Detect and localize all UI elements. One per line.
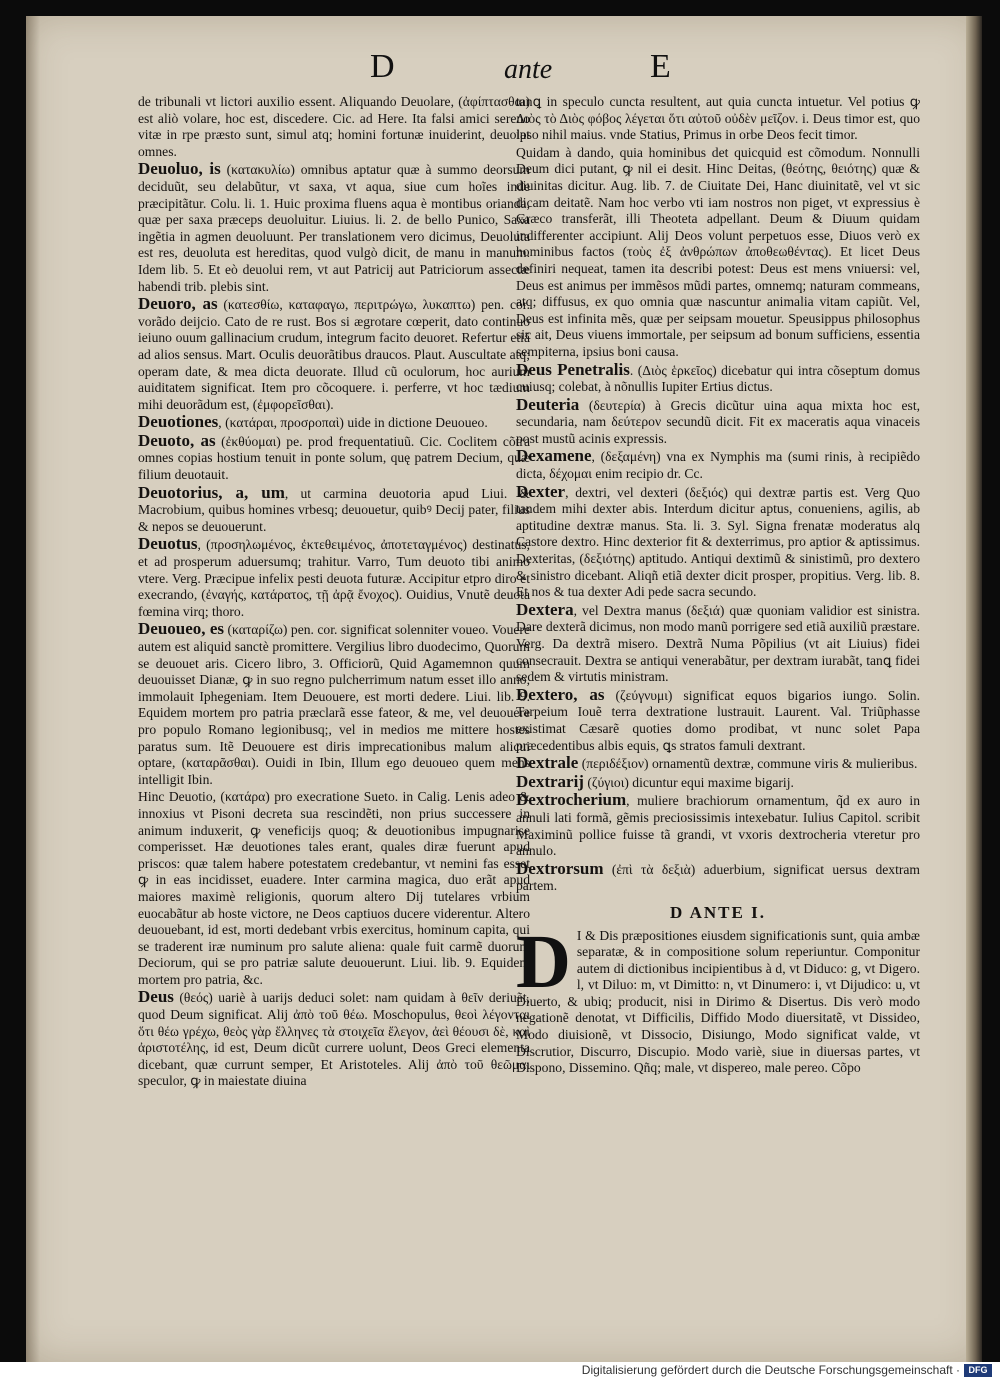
entry-text: , (κατάραι, προσροπαὶ) uide in dictione Deuoueo.: [218, 415, 488, 431]
section-heading: D ANTE I.: [670, 902, 766, 922]
entry-text: Hinc Deuotio, (κατάρα) pro execratione Sueto. in Calig. Lenis adeo & innoxius vt Pisoni decreta sua rescindẽti, non prius successere in animum induxerit, ꝙ veneficijs quoq; & deuotionibus impugnarise comperisset. Hæ deuotiones tales erant, quales diræ fuerunt apud priscos: quæ talem habere potestatem credebantur, vt nemini fas esset ꝙ in eas incidisset, euadere. Inter carmina magica, duo erãt apud maiores maximè religionis, quorum altero Dij tutelares vrbium euocabãtur ab hoste victore, ne Deos captiuos ducere viderentur. Altero deuouebant, id est, morti dedebant vrbis exercitus, hominum capita, qui se traderent iræ numinum pro salute aliena: quale fuit carmẽ duorum Deciorum, qui se pro patriæ salute deuouerunt. Liui. lib. 9. Equidem mortem pro patria, &c.: [138, 789, 530, 987]
entry-text: , (δεξαμένη) vna ex Nymphis ma (sumi rinis, à recipiẽdo dicta, δέχομαι enim recipio dr. Cc.: [516, 449, 920, 482]
header-right-letter: E: [650, 48, 671, 85]
dictionary-entry: [516, 792, 920, 859]
entry-headword: Deuoluo, is: [138, 159, 221, 179]
dictionary-entry: [516, 448, 920, 482]
entry-headword: Deuotiones: [138, 412, 219, 432]
dictionary-entry: [516, 145, 920, 361]
dictionary-entry: [138, 482, 530, 536]
dictionary-entry: [516, 481, 920, 601]
entry-headword: Deus Penetralis: [516, 359, 630, 379]
dictionary-entry: [516, 684, 920, 754]
entry-headword: Dextero, as: [516, 684, 605, 704]
entry-text: , ut carmina deuotoria apud Liui. & Macrobium, quibus homines vrbesq; deuouetur, quibꝰ Decij pater, filius & nepos se deuouerunt.: [138, 485, 530, 534]
dictionary-entry: [138, 94, 530, 160]
entry-text: , dextri, vel dexteri (δεξιός) qui dextræ partis est. Verg Quo tandem mihi dexter abis. Interdum dicitur aptus, conueniens, agilis, ab aptitudine dextræ manus. Sta. li. 3. Syl. Signa frenatæ moderatus alq Castore dextro. Hinc dexterior fit & dexterrimus, pro aptior & aptissimus. Dexteritas, (δεξιότης) aptitudo. Antiqui dextimũ & sinistimũ, pro dextero & sinistro dicebant. Aliqñ etiã dexter dicit prosper, propitius. Verg. lib. 8. Et nos & tua dexter Adi pede sacra secundo.: [516, 484, 920, 600]
dictionary-entry: [516, 599, 920, 686]
entry-text: (ἐκθύομαι) pe. prod frequentatiuũ. Cic. Coclitem cõtra omnes copias hostium tenuit in ponte solum, quę patrem Decium, quæ filium deuotauit.: [138, 433, 530, 483]
digitization-footer: [0, 1362, 1000, 1380]
drop-cap-initial: D: [516, 919, 571, 1004]
dictionary-entry: [516, 94, 920, 144]
dictionary-entry: [138, 161, 530, 295]
entry-text: . (Διὸς ἑρκεῖος) dicebatur qui intra cõseptum domus cuiusq; colebat, à nõnullis Iupiter Ertius dictus.: [516, 362, 920, 395]
entry-text: (καταρίζω) pen. cor. significat solenniter voueo. Vouere autem est aliquid sanctè promittere. Vergilius libro duodecimo, Quorum se deuouet aris. Cicero libro, 3. Officiorũ, Quid Agamemnon quum deuouisset Dianæ, ꝙ in suo regno pulcherrimum natum esset illo anno, immolauit Iphegeniam. Item Deuouere, est morti dedere. Liui. lib. 9. Equidem mortem pro patria præclarã esse fateor, & me, vel deuouere pro populo Romano legionibusq;, vel in medios me mittere hostes paratus sum. Itẽ Deuouere est diris imprecationibus malum alicui optare, (καταρᾶσθαι). Ouidi in Ibin, Illum ego deuoueo quem mens intelligit Ibin.: [138, 622, 530, 787]
right-column-entries: [516, 94, 920, 895]
entry-headword: Deuoueo, es: [138, 619, 224, 639]
dictionary-entry: [516, 755, 920, 773]
entry-headword: Dextrocherium: [516, 790, 627, 810]
dictionary-entry: [138, 414, 530, 432]
entry-text: (δευτερία) à Grecis dicũtur uina aqua mixta hoc est, secundaria, nam δεύτερον secundũ dicit. Fit ex maceratis aqua vinaceis post mustũ acinis expressis.: [516, 397, 920, 446]
entry-headword: Deuotus: [138, 534, 198, 554]
left-column: [138, 94, 530, 1091]
entry-headword: Dextrale: [516, 753, 579, 773]
dictionary-entry: [516, 771, 920, 792]
dictionary-entry: [138, 536, 530, 620]
entry-headword: Dextrorsum: [516, 858, 604, 878]
page-gutter-edge: [966, 16, 982, 1362]
entry-headword: Dextrarij: [516, 771, 584, 791]
entry-headword: Dextera: [516, 599, 574, 619]
entry-text: (ζεύγνυμι) significat equos bigarios iungo. Solin. Tarpeium Iouẽ terra dextratione lustrauit. Laurent. Val. Triũphasse existimat Cæsarẽ quoties domo prodibat, vt nunc solet Papa præcedentibus albis equis, ꝗs stratos famuli dextrant.: [516, 687, 920, 753]
entry-headword: Dexamene: [516, 446, 592, 466]
entry-text: , vel Dextra manus (δεξιά) quæ quoniam validior est sinistra. Dare dexterã dicimus, non modo manũ porrigere sed etiã auxiliũ præstare. Verg. Da dextrã misero. Dextrã Numa Põpilius (vt ait Liuius) fidei consecrauit. Dextra se antiqui venerabãtur, per dextram iurabãt, tanꝗ fidei sedem & virtutis ministram.: [516, 602, 920, 685]
header-middle-word: ante: [504, 54, 553, 85]
dfg-logo: DFG: [964, 1364, 992, 1377]
entry-text: (κατεσθίω, καταφαγω, περιτρώγω, λυκαπτω) pen. cor. vorãdo deijcio. Cato de re rust. Bos si ægrotare cœperit, dato continuo ieiuno ouum gallinacium crudum, integrum facito deuoret. Refertur etiã ad alios sensus. Mart. Oculis deuorãtibus draucos. Plaut. Auscultate atq; operam date, & mea dicta deuorate. Illud cũ oculorum, hoc aurium auiditatem significat. Item pro cõcoquere. i. perferre, vt hoc tædium mihi deuorãdum est, (ἐμφορεῖσθαι).: [138, 297, 530, 412]
dictionary-entry: [516, 359, 920, 396]
entry-headword: Dexter: [516, 481, 566, 501]
entry-headword: Deuoro, as: [138, 294, 218, 314]
entry-headword: Deus: [138, 987, 174, 1007]
entry-headword: Deuteria: [516, 394, 580, 414]
entry-headword: Deuoto, as: [138, 430, 216, 450]
header-left-letter: D: [370, 48, 395, 85]
dictionary-entry: [138, 296, 530, 413]
right-column: [516, 94, 920, 1078]
entry-text: , muliere brachiorum ornamentum, q̃d ex auro in annuli lati formã, gẽmis preciosissimis intexebatur. Iulius Capitol. scribit Maximinũ pollice fuisse tã grandi, vt vxoris dextrocheria vteretur pro annulo.: [516, 793, 920, 859]
dictionary-entry: [138, 989, 530, 1090]
dictionary-entry: [138, 430, 530, 484]
entry-text: (ζύγιοι) dicuntur equi maxime bigarij.: [583, 774, 794, 790]
section-text: I & Dis præpositiones eiusdem significationis sunt, quia ambæ separatæ, & in compositione solum reperiuntur. Componitur autem di dictionibus incipientibus à d, vt Diduco: g, vt Digero. l, vt Diluo: m, vt Dimitto: n, vt Dinumero: i, vt Dijudico: u, vt Diuerto, & ubiq; producit, nisi in Dirimo & Disertus. Dis verò modo negationẽ denotat, vt Difficilis, Diffido Modo diuersitatẽ, vt Dissideo, Modo diuisionẽ, vt Dissocio, Disiungo, Modo significat valde, vt Discrutior, Discurro, Discupio. Modo variè, siue in diuersas partes, vt Dispono, Dissemino. Qñq; male, vt dispereo, male pereo. Cõpo: [516, 927, 920, 1076]
dictionary-entry: [516, 394, 920, 448]
footer-credit: Digitalisierung gefördert durch die Deutsche Forschungsgemeinschaft ·: [581, 1363, 960, 1377]
section-paragraph: [516, 919, 920, 1077]
entry-text: (περιδέξιον) ornamentũ dextræ, commune viris & mulieribus.: [578, 756, 918, 772]
dictionary-entry: [138, 789, 530, 988]
entry-text: tanꝗ in speculo cuncta resultent, aut quia cuncta intuetur. Vel potius ꝙ Διὸς τὸ Διὸς φόβος λέγεται ὅτι αὐτοῦ οὐδὲν μεῖζον. i. Deus timor est, quo ipso nihil maius. vnde Statius, Primus in orbe Deos fecit timor.: [516, 94, 920, 143]
entry-text: (ἐπὶ τὰ δεξιὰ) aduerbium, significat uersus dextram partem.: [516, 861, 920, 894]
entry-text: Quidam à dando, quia hominibus det quicquid est cõmodum. Nonnulli Deum dici putant, ꝙ nil ei desit. Hinc Deitas, (θεότης, θειότης) quæ & diuinitas dicitur. Aug. lib. 7. de Ciuitate Dei, Hanc diuinitatẽ, vel vt sic dicam deitatẽ. Nam hoc verbo vti iam nostros non piget, vt expressius è Græco transferãt, illi Theoteta adpellant. Deum & Diuum quidam indifferenter accipiunt. Alij Deos volunt perpetuos esse, Diuos verò ex hominibus factos (τοὺς ἐξ ἀνθρώπων ἀποθεωθέντας). Et licet Deus definiri nequeat, tamen ita describi potest: Deus est mens vniuersi: vel, Deus est animus per immẽsos mũdi partes, omnemq; naturam commeans, atq; diffusus, ex quo omnia quæ nascuntur animalia vitam capiũt. Vel, Deus est infinita mẽs, quæ per seipsam mouetur. Speusippus philosophus sic ait, Deus viuens immortale, per seipsum ad bonum sufficiens, essentia sempiterna, ipsius boni causa.: [516, 144, 920, 359]
entry-text: , (προσηλωμένος, ἐκτεθειμένος, ἀποτεταγμένος) destinatus, et ad prosperum aduersumq; trahitur. Varro, Tum deuoto tibi animo vtere. Verg. Præcipue infelix pesti deuota futuræ. Accipitur etpro diro et execrando, (ἐναγής, κατάρατος, τῇ ἀρᾷ ἔνοχος). Ouidius, Vnutẽ deuota fœmina virq; thoro.: [138, 537, 530, 619]
dictionary-entry: [138, 621, 530, 788]
entry-headword: Deuotorius, a, um: [138, 482, 285, 502]
dictionary-entry: [516, 858, 920, 895]
entry-text: (κατακυλίω) omnibus aptatur quæ à summo deorsum deciduũt, seu delabũtur, vt saxa, vt aqua, siue cum hoĩes inde præcipitãtur. Colu. li. 1. Huic proxima fluens aqua è montibus orianda, quæ per saxa præceps deuoluitur. Liuius. li. 2. de bello Punico, Saxa ingẽtia in agmen deuoluunt. Per translationem vero dicimus, Deuoluta est res, deuoluta est hereditas, quod vulgò dicit, de manu in manum. Idem lib. 5. Et eò deuolui rem, vt aut Patricij aut Patriciorum assectæ habendi trib. plebis sint.: [138, 162, 531, 294]
entry-text: (θεός) uariè à uarijs deduci solet: nam quidam à θεῖν deriuãt, quod Deum significat. Alij ἀπὸ τοῦ θέω. Moschopulus, θεοὶ λέγονται ὅτι θέω γρέχω, θεὸς γὰρ ἕλληνες τὰ στοιχεῖα ἔλεγον, ἀεὶ θέουσι δὲ, καὶ ἀριστοτέλης, id est, Deum dicũt currere uolunt, Deos Greci elementa dicebant, quæ currunt semper, Et Aristoteles. Alij ἀπὸ τοῦ θεῶμαι speculor, ꝙ in maiestate diuina: [138, 990, 530, 1089]
entry-text: de tribunali vt lictori auxilio essent. Aliquando Deuolare, (ἀφίπτασθαι) est aliò volare, hoc est, discedere. Cic. ad Here. Ita falsi amici sereno vitæ in rpe præsto sunt, simul atq; homini fortunæ inuiderint, deuolat omnes.: [138, 94, 530, 159]
